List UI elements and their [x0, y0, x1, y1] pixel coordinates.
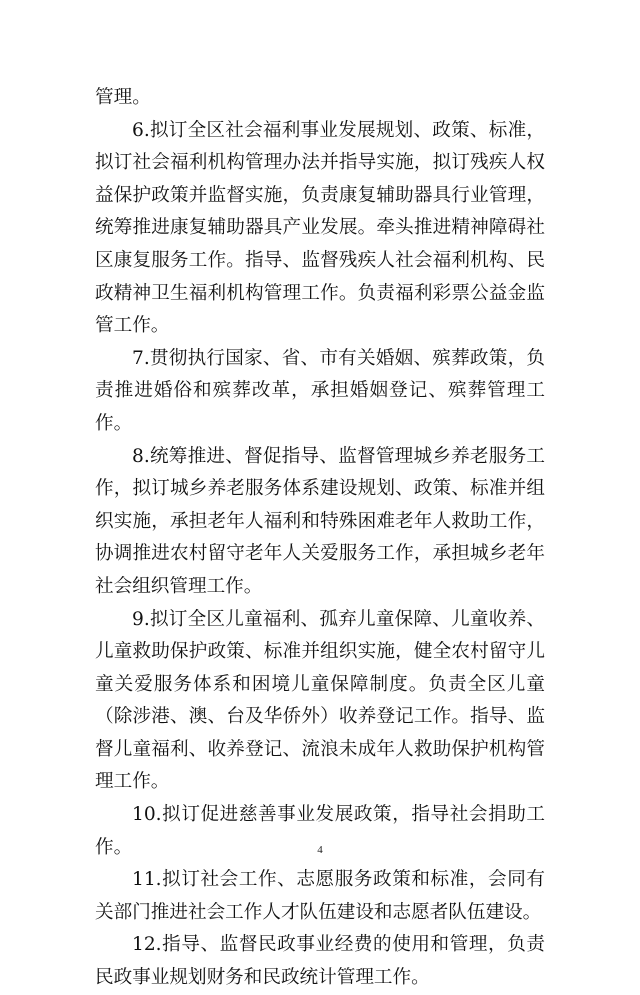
- paragraph-item-11: 11.拟订社会工作、志愿服务政策和标准，会同有关部门推进社会工作人才队伍建设和志愿者队伍建设。: [95, 869, 545, 923]
- page-number: 4: [317, 844, 323, 856]
- paragraph-item-7: 7.贯彻执行国家、省、市有关婚姻、殡葬政策，负责推进婚俗和殡葬改革，承担婚姻登记、殡葬管理工作。: [95, 347, 545, 434]
- paragraph-item-8: 8.统筹推进、督促指导、监督管理城乡养老服务工作，拟订城乡养老服务体系建设规划、政策、标准并组织实施，承担老年人福利和特殊困难老年人救助工作，协调推进农村留守老年人关爱服务工作，承担城乡老年社会组织管理工作。: [95, 445, 545, 597]
- paragraph-item-10: 10.拟订促进慈善事业发展政策，指导社会捐助工作。: [95, 804, 545, 858]
- paragraph-item-9: 9.拟订全区儿童福利、孤弃儿童保障、儿童收养、儿童救助保护政策、标准并组织实施，健全农村留守儿童关爱服务体系和困境儿童保障制度。负责全区儿童（除涉港、澳、台及华侨外）收养登记工作。指导、监督儿童福利、收养登记、流浪未成年人救助保护机构管理工作。: [95, 608, 545, 793]
- paragraph-item-12: 12.指导、监督民政事业经费的使用和管理，负责民政事业规划财务和民政统计管理工作。: [95, 934, 545, 989]
- document-body: [95, 82, 545, 995]
- paragraph-continuation: 管理。: [95, 87, 151, 108]
- paragraph-item-6: 6.拟订全区社会福利事业发展规划、政策、标准，拟订社会福利机构管理办法并指导实施，拟订残疾人权益保护政策并监督实施，负责康复辅助器具行业管理，统筹推进康复辅助器具产业发展。牵头推进精神障碍社区康复服务工作。指导、监督残疾人社会福利机构、民政精神卫生福利机构管理工作。负责福利彩票公益金监管工作。: [95, 119, 545, 337]
